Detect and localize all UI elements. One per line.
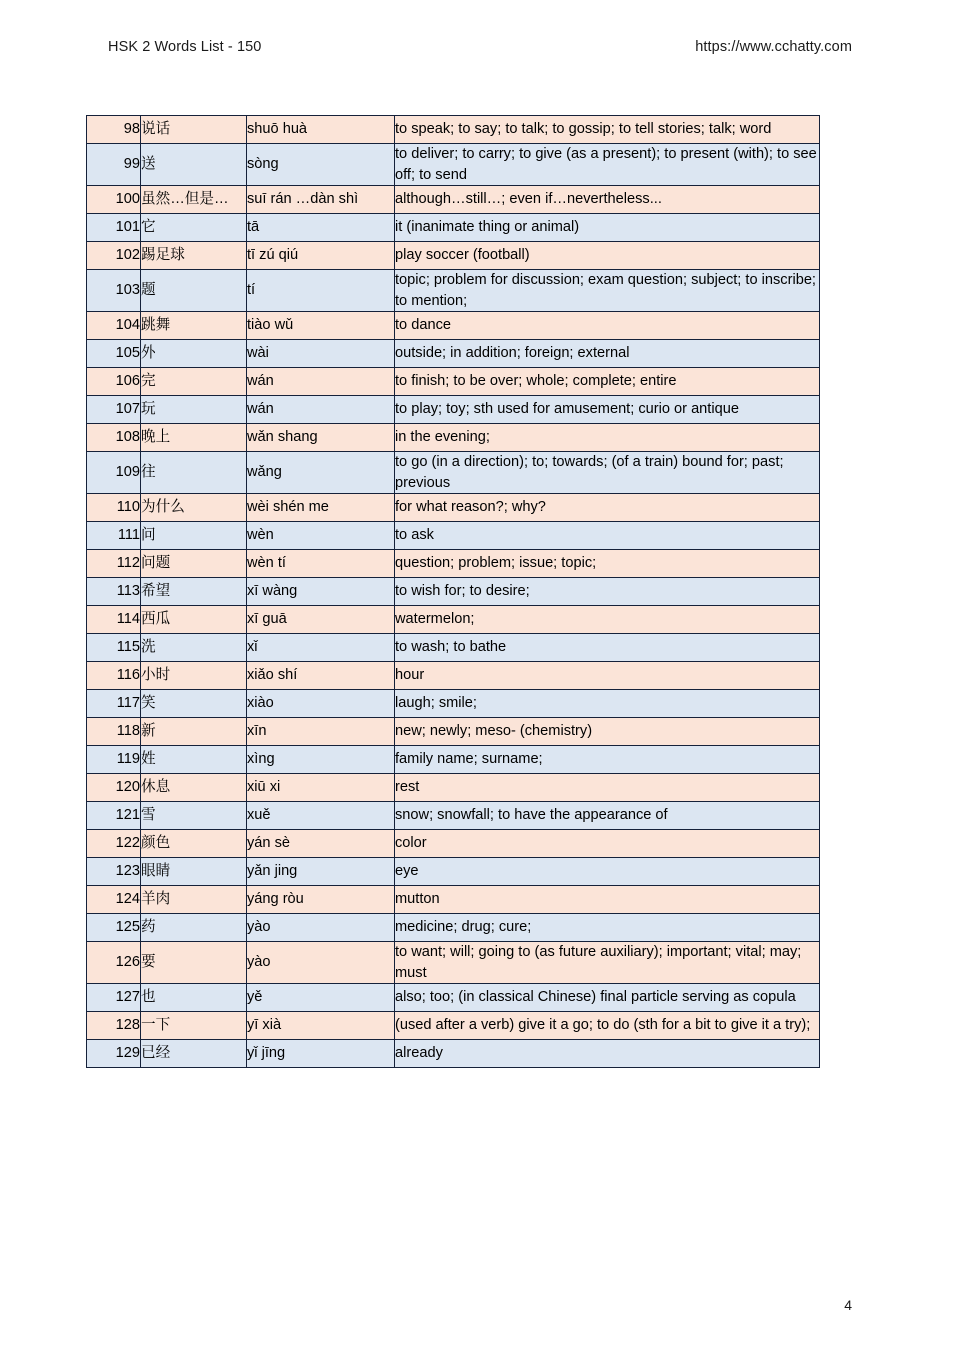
table-row bbox=[87, 662, 820, 690]
cell-number: 112 bbox=[87, 550, 141, 578]
cell-chinese: 它 bbox=[141, 214, 247, 242]
cell-definition: play soccer (football) bbox=[395, 242, 820, 270]
cell-chinese: 小时 bbox=[141, 662, 247, 690]
cell-chinese: 问题 bbox=[141, 550, 247, 578]
cell-pinyin: xǐ bbox=[247, 634, 395, 662]
cell-pinyin: xuě bbox=[247, 802, 395, 830]
cell-definition: family name; surname; bbox=[395, 746, 820, 774]
cell-pinyin: wèn tí bbox=[247, 550, 395, 578]
cell-number: 129 bbox=[87, 1040, 141, 1068]
document-title: HSK 2 Words List - 150 bbox=[108, 39, 262, 55]
table-row bbox=[87, 690, 820, 718]
table-row bbox=[87, 858, 820, 886]
source-url: https://www.cchatty.com bbox=[695, 39, 852, 55]
cell-chinese: 跳舞 bbox=[141, 312, 247, 340]
cell-chinese: 颜色 bbox=[141, 830, 247, 858]
cell-pinyin: wài bbox=[247, 340, 395, 368]
cell-number: 99 bbox=[87, 144, 141, 186]
cell-definition: to play; toy; sth used for amusement; curio or antique bbox=[395, 396, 820, 424]
table-row bbox=[87, 116, 820, 144]
cell-chinese: 姓 bbox=[141, 746, 247, 774]
table-row bbox=[87, 802, 820, 830]
table-row bbox=[87, 1040, 820, 1068]
cell-definition: hour bbox=[395, 662, 820, 690]
cell-number: 115 bbox=[87, 634, 141, 662]
cell-pinyin: yǐ jīng bbox=[247, 1040, 395, 1068]
cell-definition: medicine; drug; cure; bbox=[395, 914, 820, 942]
cell-number: 116 bbox=[87, 662, 141, 690]
cell-pinyin: wán bbox=[247, 396, 395, 424]
table-row bbox=[87, 368, 820, 396]
cell-pinyin: wèn bbox=[247, 522, 395, 550]
cell-pinyin: shuō huà bbox=[247, 116, 395, 144]
cell-chinese: 新 bbox=[141, 718, 247, 746]
cell-number: 109 bbox=[87, 452, 141, 494]
cell-definition: new; newly; meso- (chemistry) bbox=[395, 718, 820, 746]
cell-number: 120 bbox=[87, 774, 141, 802]
cell-definition: mutton bbox=[395, 886, 820, 914]
cell-chinese: 送 bbox=[141, 144, 247, 186]
cell-pinyin: yáng ròu bbox=[247, 886, 395, 914]
cell-number: 104 bbox=[87, 312, 141, 340]
cell-chinese: 题 bbox=[141, 270, 247, 312]
table-row bbox=[87, 270, 820, 312]
cell-number: 119 bbox=[87, 746, 141, 774]
cell-chinese: 虽然…但是… bbox=[141, 186, 247, 214]
cell-number: 124 bbox=[87, 886, 141, 914]
cell-definition: in the evening; bbox=[395, 424, 820, 452]
cell-definition: to dance bbox=[395, 312, 820, 340]
cell-definition: to go (in a direction); to; towards; (of a train) bound for; past; previous bbox=[395, 452, 820, 494]
cell-chinese: 笑 bbox=[141, 690, 247, 718]
cell-chinese: 玩 bbox=[141, 396, 247, 424]
cell-chinese: 已经 bbox=[141, 1040, 247, 1068]
table-row bbox=[87, 718, 820, 746]
cell-chinese: 要 bbox=[141, 942, 247, 984]
cell-chinese: 踢足球 bbox=[141, 242, 247, 270]
cell-chinese: 往 bbox=[141, 452, 247, 494]
cell-pinyin: yǎn jing bbox=[247, 858, 395, 886]
cell-chinese: 西瓜 bbox=[141, 606, 247, 634]
document-header bbox=[108, 38, 852, 56]
cell-number: 98 bbox=[87, 116, 141, 144]
page-number: 4 bbox=[844, 1297, 852, 1313]
cell-pinyin: suī rán …dàn shì bbox=[247, 186, 395, 214]
cell-definition: outside; in addition; foreign; external bbox=[395, 340, 820, 368]
table-row bbox=[87, 606, 820, 634]
cell-definition: also; too; (in classical Chinese) final particle serving as copula bbox=[395, 984, 820, 1012]
cell-chinese: 休息 bbox=[141, 774, 247, 802]
cell-definition: to speak; to say; to talk; to gossip; to tell stories; talk; word bbox=[395, 116, 820, 144]
table-row bbox=[87, 494, 820, 522]
cell-pinyin: yào bbox=[247, 914, 395, 942]
cell-number: 117 bbox=[87, 690, 141, 718]
cell-number: 106 bbox=[87, 368, 141, 396]
cell-number: 113 bbox=[87, 578, 141, 606]
cell-definition: laugh; smile; bbox=[395, 690, 820, 718]
table-row bbox=[87, 340, 820, 368]
cell-number: 102 bbox=[87, 242, 141, 270]
cell-definition: to finish; to be over; whole; complete; entire bbox=[395, 368, 820, 396]
cell-pinyin: yán sè bbox=[247, 830, 395, 858]
cell-number: 122 bbox=[87, 830, 141, 858]
table-row bbox=[87, 746, 820, 774]
table-row bbox=[87, 396, 820, 424]
cell-chinese: 希望 bbox=[141, 578, 247, 606]
cell-pinyin: xiū xi bbox=[247, 774, 395, 802]
cell-definition: watermelon; bbox=[395, 606, 820, 634]
table-row bbox=[87, 144, 820, 186]
table-row bbox=[87, 774, 820, 802]
table-row bbox=[87, 522, 820, 550]
cell-number: 123 bbox=[87, 858, 141, 886]
cell-chinese: 雪 bbox=[141, 802, 247, 830]
cell-definition: eye bbox=[395, 858, 820, 886]
cell-pinyin: xìng bbox=[247, 746, 395, 774]
table-row bbox=[87, 942, 820, 984]
cell-pinyin: wǎng bbox=[247, 452, 395, 494]
cell-number: 100 bbox=[87, 186, 141, 214]
cell-pinyin: wèi shén me bbox=[247, 494, 395, 522]
table-row bbox=[87, 634, 820, 662]
cell-number: 111 bbox=[87, 522, 141, 550]
table-row bbox=[87, 242, 820, 270]
words-table-container bbox=[86, 115, 819, 1068]
table-row bbox=[87, 886, 820, 914]
cell-definition: to deliver; to carry; to give (as a present); to present (with); to see off; to send bbox=[395, 144, 820, 186]
cell-chinese: 洗 bbox=[141, 634, 247, 662]
cell-definition: color bbox=[395, 830, 820, 858]
cell-definition: it (inanimate thing or animal) bbox=[395, 214, 820, 242]
cell-pinyin: xiǎo shí bbox=[247, 662, 395, 690]
cell-number: 127 bbox=[87, 984, 141, 1012]
cell-chinese: 问 bbox=[141, 522, 247, 550]
cell-number: 105 bbox=[87, 340, 141, 368]
cell-number: 103 bbox=[87, 270, 141, 312]
cell-number: 121 bbox=[87, 802, 141, 830]
cell-number: 114 bbox=[87, 606, 141, 634]
cell-number: 125 bbox=[87, 914, 141, 942]
cell-definition: snow; snowfall; to have the appearance of bbox=[395, 802, 820, 830]
cell-number: 101 bbox=[87, 214, 141, 242]
cell-number: 128 bbox=[87, 1012, 141, 1040]
cell-chinese: 完 bbox=[141, 368, 247, 396]
cell-pinyin: xī wàng bbox=[247, 578, 395, 606]
cell-pinyin: xī guā bbox=[247, 606, 395, 634]
cell-pinyin: sòng bbox=[247, 144, 395, 186]
cell-number: 118 bbox=[87, 718, 141, 746]
cell-number: 107 bbox=[87, 396, 141, 424]
cell-definition: for what reason?; why? bbox=[395, 494, 820, 522]
cell-pinyin: yě bbox=[247, 984, 395, 1012]
table-row bbox=[87, 424, 820, 452]
cell-number: 108 bbox=[87, 424, 141, 452]
cell-pinyin: tī zú qiú bbox=[247, 242, 395, 270]
cell-chinese: 羊肉 bbox=[141, 886, 247, 914]
cell-definition: to wash; to bathe bbox=[395, 634, 820, 662]
hsk-words-table bbox=[86, 115, 820, 1068]
cell-chinese: 晚上 bbox=[141, 424, 247, 452]
table-row bbox=[87, 830, 820, 858]
cell-chinese: 说话 bbox=[141, 116, 247, 144]
cell-chinese: 外 bbox=[141, 340, 247, 368]
cell-pinyin: xiào bbox=[247, 690, 395, 718]
cell-pinyin: tā bbox=[247, 214, 395, 242]
table-row bbox=[87, 214, 820, 242]
table-row bbox=[87, 312, 820, 340]
table-row bbox=[87, 984, 820, 1012]
cell-definition: rest bbox=[395, 774, 820, 802]
cell-chinese: 眼睛 bbox=[141, 858, 247, 886]
cell-definition: question; problem; issue; topic; bbox=[395, 550, 820, 578]
cell-pinyin: wǎn shang bbox=[247, 424, 395, 452]
cell-pinyin: tiào wǔ bbox=[247, 312, 395, 340]
cell-pinyin: yào bbox=[247, 942, 395, 984]
cell-definition: already bbox=[395, 1040, 820, 1068]
cell-number: 110 bbox=[87, 494, 141, 522]
cell-number: 126 bbox=[87, 942, 141, 984]
table-row bbox=[87, 914, 820, 942]
cell-definition: to wish for; to desire; bbox=[395, 578, 820, 606]
table-row bbox=[87, 550, 820, 578]
cell-pinyin: tí bbox=[247, 270, 395, 312]
table-row bbox=[87, 1012, 820, 1040]
cell-pinyin: xīn bbox=[247, 718, 395, 746]
table-row bbox=[87, 452, 820, 494]
cell-chinese: 也 bbox=[141, 984, 247, 1012]
cell-pinyin: yī xià bbox=[247, 1012, 395, 1040]
cell-definition: to want; will; going to (as future auxiliary); important; vital; may; must bbox=[395, 942, 820, 984]
cell-pinyin: wán bbox=[247, 368, 395, 396]
cell-definition: although…still…; even if…nevertheless... bbox=[395, 186, 820, 214]
cell-chinese: 药 bbox=[141, 914, 247, 942]
cell-chinese: 一下 bbox=[141, 1012, 247, 1040]
table-row bbox=[87, 578, 820, 606]
cell-definition: (used after a verb) give it a go; to do (sth for a bit to give it a try); bbox=[395, 1012, 820, 1040]
cell-chinese: 为什么 bbox=[141, 494, 247, 522]
cell-definition: topic; problem for discussion; exam question; subject; to inscribe; to mention; bbox=[395, 270, 820, 312]
table-row bbox=[87, 186, 820, 214]
words-table-body bbox=[87, 116, 820, 1068]
cell-definition: to ask bbox=[395, 522, 820, 550]
